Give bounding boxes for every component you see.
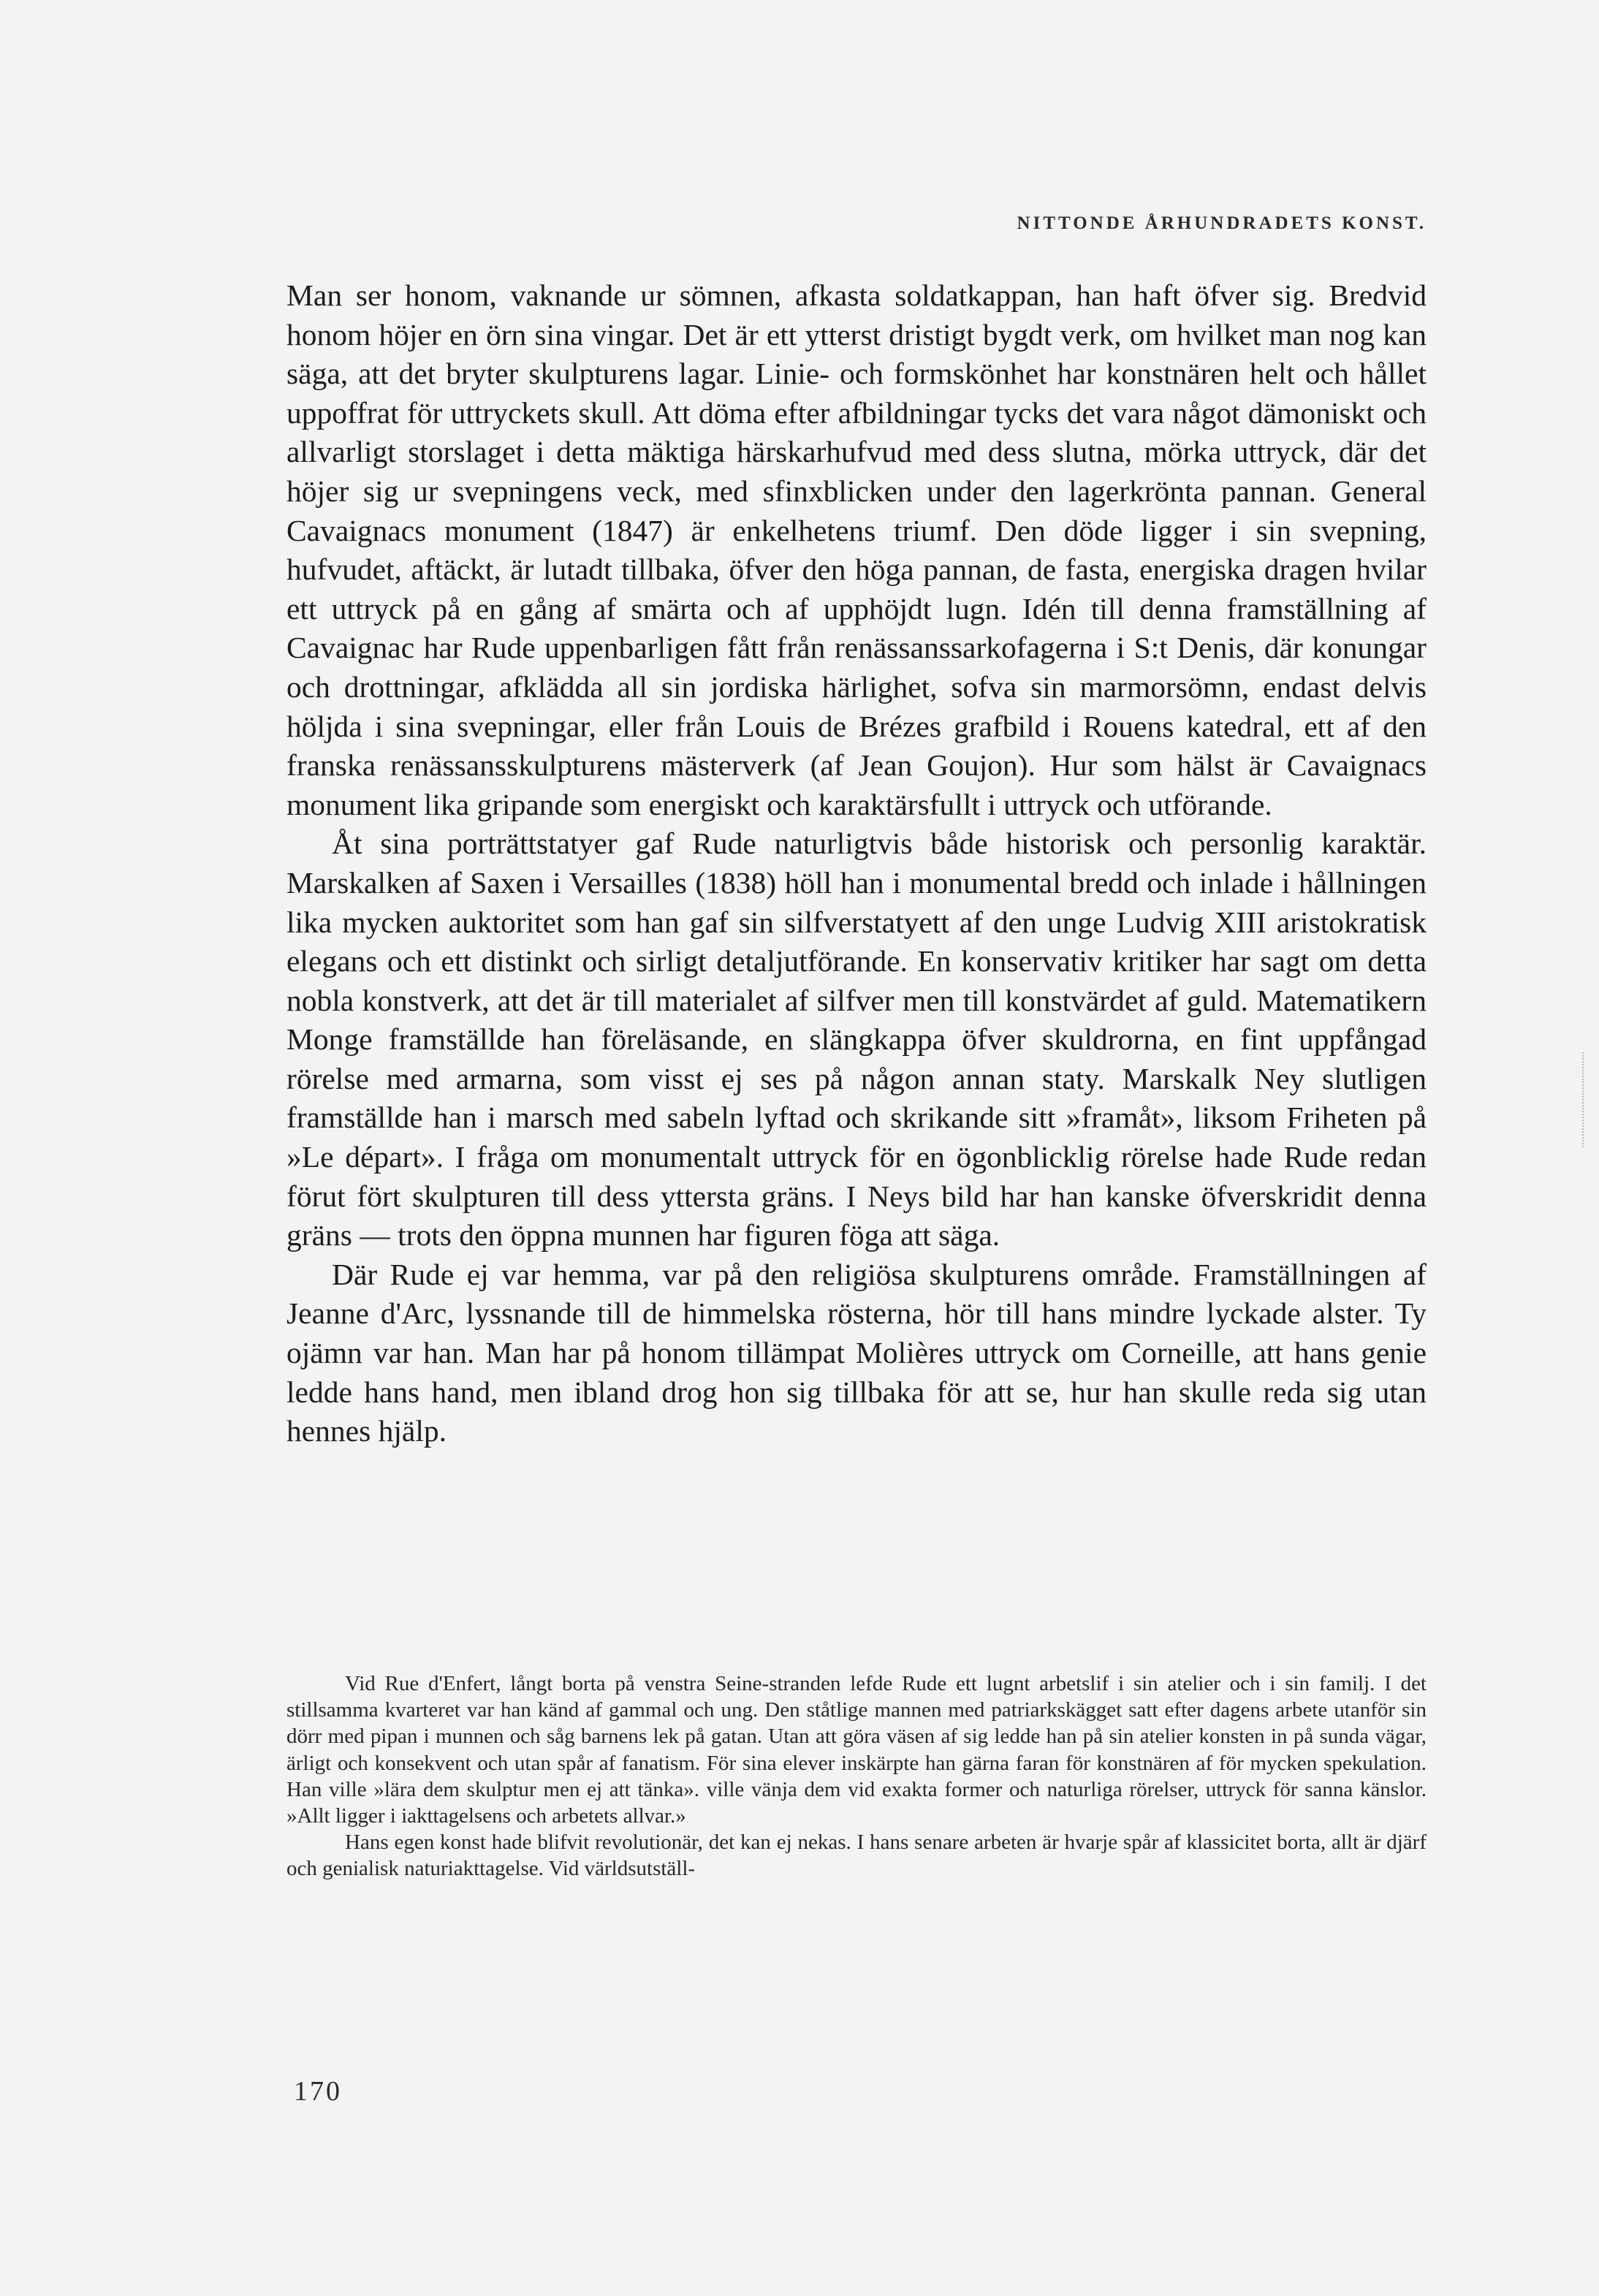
body-paragraph: Man ser honom, vaknande ur sömnen, afkasta soldatkappan, han haft öfver sig. Bredvid honom höjer en örn sina vingar. Det är ett ytterst dristigt bygdt verk, om hvilket man nog kan säga, att det bryter skulpturens lagar. Linie- och formskönhet har konstnären helt och hållet uppoffrat för uttryckets skull. Att döma efter afbildningar tycks det vara något dämoniskt och allvarligt storslaget i detta mäktiga härskarhufvud med dess slutna, mörka uttryck, där det höjer sig ur svepningens veck, med sfinxblicken under den lagerkrönta pannan. General Cavaignacs monument (1847) är enkelhetens triumf. Den döde ligger i sin svepning, hufvudet, aftäckt, är lutadt tillbaka, öfver den höga pannan, de fasta, energiska dragen hvilar ett uttryck på en gång af smärta och af upphöjdt lugn. Idén till denna framställning af Cavaignac har Rude uppenbarligen fått från renässanssarkofagerna i S:t Denis, där konungar och drottningar, afklädda all sin jordiska härlighet, sofva sin marmorsömn, endast delvis höljda i sina svepningar, eller från Louis de Brézes grafbild i Rouens katedral, ett af den franska renässansskulpturens mästerverk (af Jean Goujon). Hur som hälst är Cavaignacs monument lika gripande som energiskt och karaktärsfullt i uttryck och utförande. bbox=[286, 278, 1427, 821]
book-page bbox=[286, 0, 1427, 2296]
running-head: NITTONDE ÅRHUNDRADETS KONST. bbox=[1017, 213, 1427, 233]
small-print-paragraph: Vid Rue d'Enfert, långt borta på venstra Seine-stranden lefde Rude ett lugnt arbetslif i sin atelier och i sin familj. I det stillsamma kvarteret var han känd af gammal och ung. Den ståtlige mannen med patriarkskägget satt efter dagens arbete utanför sin dörr med pipan i munnen och såg barnens lek på gatan. Utan att göra väsen af sig ledde han på sin atelier konsten in på sunda vägar, ärligt och konsekvent och utan spår af fanatism. För sina elever inskärpte han gärna faran för konstnären af för mycken spekulation. Han ville »lära dem skulptur men ej att tänka». ville vänja dem vid exakta former och naturliga rörelser, uttryck för sanna känslor. »Allt ligger i iakttagelsens och arbetets allvar.» bbox=[286, 1672, 1427, 1828]
small-print-section bbox=[286, 1670, 1427, 1882]
page-number: 170 bbox=[294, 2076, 342, 2107]
body-paragraph: Där Rude ej var hemma, var på den religiösa skulpturens område. Framställningen af Jeanne d'Arc, lyssnande till de himmelska rösterna, hör till hans mindre lyckade alster. Ty ojämn var han. Man har på honom tillämpat Molières uttryck om Corneille, att hans genie ledde hans hand, men ibland drog hon sig tillbaka för att se, hur han skulle reda sig utan hennes hjälp. bbox=[286, 1257, 1427, 1448]
margin-dotted-mark bbox=[1582, 1052, 1584, 1147]
main-text bbox=[286, 276, 1427, 1451]
body-paragraph: Åt sina porträttstatyer gaf Rude naturligtvis både historisk och personlig karaktär. Marskalken af Saxen i Versailles (1838) höll han i monumental bredd och inlade i hållningen lika mycken auktoritet som han gaf sin silfverstatyett af den unge Ludvig XIII aristokratisk elegans och ett distinkt och sirligt detaljutförande. En konservativ kritiker har sagt om detta nobla konstverk, att det är till materialet af silfver men till konstvärdet af guld. Matematikern Monge framställde han föreläsande, en slängkappa öfver skuldrorna, en fint uppfångad rörelse med armarna, som visst ej ses på någon annan staty. Marskalk Ney slutligen framställde han i marsch med sabeln lyftad och skrikande sitt »framåt», liksom Friheten på »Le départ». I fråga om monumentalt uttryck för en ögonblicklig rörelse hade Rude redan förut fört skulpturen till dess yttersta gräns. I Neys bild har han kanske öfverskridit denna gräns — trots den öppna munnen har figuren föga att säga. bbox=[286, 826, 1427, 1252]
small-print-paragraph: Hans egen konst hade blifvit revolutionär, det kan ej nekas. I hans senare arbeten är hvarje spår af klassicitet borta, allt är djärf och genialisk naturiakttagelse. Vid världsutställ- bbox=[286, 1831, 1427, 1881]
